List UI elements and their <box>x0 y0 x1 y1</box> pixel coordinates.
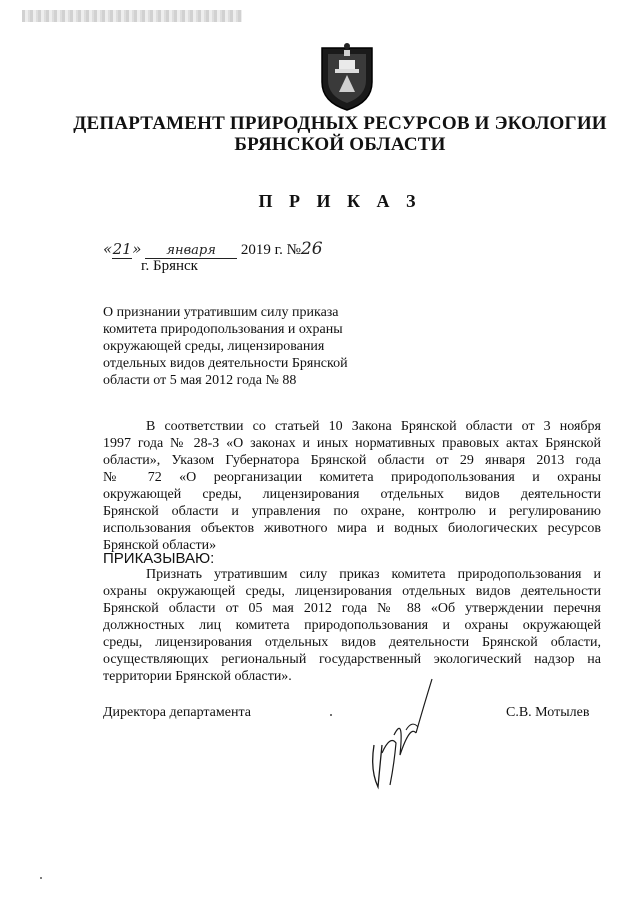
preamble-line: использования объектов животного мира и водных биологических ресурсов <box>103 521 601 536</box>
order-line: охраны окружающей среды, лицензирования отдельных видов деятельности <box>103 584 601 599</box>
preamble-line: № 72 «О реорганизации комитета природопользования и охраны <box>103 470 601 485</box>
preamble-line: окружающей среды, лицензирования отдельных видов деятельности <box>103 487 601 502</box>
coat-of-arms-icon <box>318 42 376 112</box>
order-line: среды, лицензирования отдельных видов деятельности Брянской области, <box>103 635 601 650</box>
subject-line: области от 5 мая 2012 года № 88 <box>103 373 297 388</box>
number-prefix: № <box>286 242 301 258</box>
scan-speck <box>40 877 42 879</box>
order-line: осуществляющих региональный государственный экологический надзор на <box>103 652 601 667</box>
department-title-line2: БРЯНСКОЙ ОБЛАСТИ <box>234 134 446 155</box>
date-day: 21 <box>112 240 132 258</box>
document-type: П Р И К А З <box>258 191 422 211</box>
order-line: Брянской области от 05 мая 2012 года № 88 «Об утверждении перечня <box>103 601 601 616</box>
handwritten-signature <box>360 675 450 800</box>
preamble-line: Брянской области» <box>103 538 217 553</box>
scan-artifact <box>22 10 242 22</box>
signatory-name: С.В. Мотылев <box>506 705 590 720</box>
signatory-position: Директора департамента <box>103 705 251 720</box>
order-line: Признать утратившим силу приказ комитета природопользования и <box>146 567 601 582</box>
date-close-quote: » <box>132 240 142 258</box>
subject-line: комитета природопользования и охраны <box>103 322 343 337</box>
date-line <box>103 239 323 259</box>
preamble-line: В соответствии со статьей 10 Закона Брянской области от 3 ноября <box>146 419 601 434</box>
document-number: 26 <box>300 239 323 259</box>
order-subject <box>103 304 375 389</box>
subject-line: окружающей среды, лицензирования <box>103 339 325 354</box>
order-directive-word: ПРИКАЗЫВАЮ: <box>103 550 215 567</box>
subject-line: О признании утратившим силу приказа <box>103 305 339 320</box>
order-paragraph <box>103 566 601 685</box>
order-line: должностных лиц комитета природопользования и охраны окружающей <box>103 618 601 633</box>
scan-speck <box>330 714 332 716</box>
preamble-line: 1997 года № 28-З «О законах и иных нормативных правовых актах Брянской <box>103 436 601 451</box>
preamble-paragraph <box>103 418 601 554</box>
preamble-line: Брянской области и управления по охране, контролю и регулированию <box>103 504 601 519</box>
preamble-line: области», Указом Губернатора Брянской области от 29 января 2013 года <box>103 453 601 468</box>
department-title-line1: ДЕПАРТАМЕНТ ПРИРОДНЫХ РЕСУРСОВ И ЭКОЛОГИИ <box>73 113 607 134</box>
date-open-quote: « <box>103 240 113 258</box>
subject-line: отдельных видов деятельности Брянской <box>103 356 348 371</box>
order-line: территории Брянской области». <box>103 669 292 684</box>
city: г. Брянск <box>141 258 198 274</box>
date-year: 2019 г. <box>240 242 283 258</box>
date-month: января <box>145 243 237 259</box>
